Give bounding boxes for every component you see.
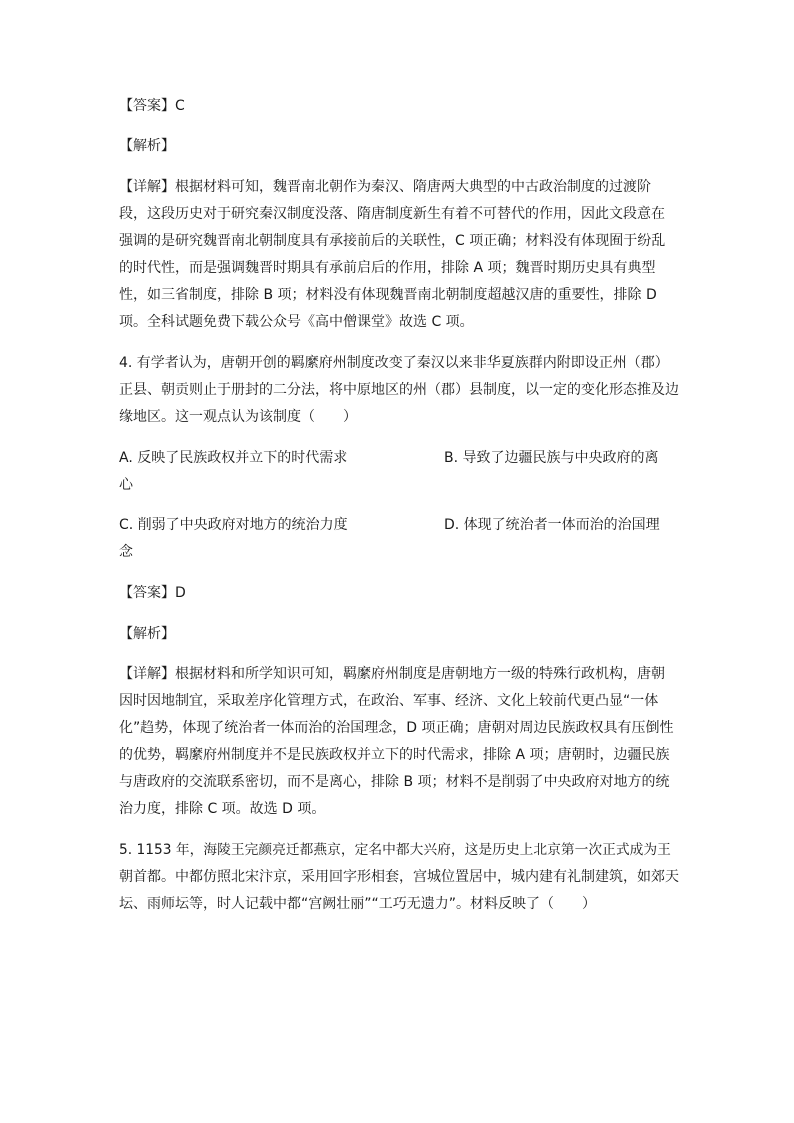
q4-detail-line-4: 的优势，羁縻府州制度并不是民族政权并立下的时代需求，排除 A 项；唐朝时，边疆民族	[119, 747, 670, 763]
answer-value: C	[175, 98, 185, 114]
q4-detail-line-1	[119, 666, 665, 682]
answer-value: D	[175, 585, 186, 601]
q4-detail-line-6: 治力度，排除 C 项。故选 D 项。	[119, 801, 326, 817]
q4-answer	[119, 585, 186, 601]
option-b-continued: 心	[119, 477, 133, 493]
detail-label: 【详解】	[119, 179, 175, 195]
q3-detail-line-5: 性，如三省制度，排除 B 项；材料没有体现魏晋南北朝制度超越汉唐的重要性，排除 D	[119, 287, 657, 303]
q5-stem-line-3: 坛、雨师坛等，时人记载中都“宫阙壮丽”“工巧无遗力”。材料反映了（ ）	[119, 896, 597, 912]
q3-detail-line-1	[119, 179, 651, 195]
answer-label: 【答案】	[119, 98, 175, 114]
q4-stem-line-1: 4. 有学者认为，唐朝开创的羁縻府州制度改变了秦汉以来非华夏族群内附即设正州（郡）	[119, 355, 669, 371]
q3-detail-line-4: 的时代性，而是强调魏晋时期具有承前启后的作用，排除 A 项；魏晋时期历史具有典型	[119, 260, 656, 276]
option-a: A. 反映了民族政权并立下的时代需求	[119, 450, 348, 466]
detail-label: 【详解】	[119, 666, 175, 682]
q3-detail-line-6: 项。全科试题免费下载公众号《高中僧课堂》故选 C 项。	[119, 314, 474, 330]
option-d: D. 体现了统治者一体而治的治国理	[444, 517, 660, 533]
q4-detail-line-3: 化”趋势，体现了统治者一体而治的治国理念，D 项正确；唐朝对周边民族政权具有压倒性	[119, 720, 674, 736]
q5-stem-line-2: 朝首都。中都仿照北宋汴京，采用回字形相套，宫城位置居中，城内建有礼制建筑，如郊天	[119, 869, 679, 885]
q4-stem-line-2: 正县、朝贡则止于册封的二分法，将中原地区的州（郡）县制度，以一定的变化形态推及边	[119, 382, 679, 398]
q3-answer	[119, 98, 185, 114]
q3-detail-line-2: 段，这段历史对于研究秦汉制度没落、隋唐制度新生有着不可替代的作用，因此文段意在	[119, 206, 665, 222]
option-c: C. 削弱了中央政府对地方的统治力度	[119, 517, 348, 533]
option-d-continued: 念	[119, 544, 133, 560]
detail-text: 根据材料可知，魏晋南北朝作为秦汉、隋唐两大典型的中古政治制度的过渡阶	[175, 179, 651, 195]
q4-analysis-label: 【解析】	[119, 626, 175, 642]
q5-stem-line-1: 5. 1153 年，海陵王完颜亮迁都燕京，定名中都大兴府，这是历史上北京第一次正式成为王	[119, 842, 671, 858]
q4-stem-line-3: 缘地区。这一观点认为该制度（ ）	[119, 409, 357, 425]
detail-text: 根据材料和所学知识可知，羁縻府州制度是唐朝地方一级的特殊行政机构，唐朝	[175, 666, 665, 682]
q3-detail-line-3: 强调的是研究魏晋南北朝制度具有承接前后的关联性，C 项正确；材料没有体现囿于纷乱	[119, 233, 666, 249]
answer-label: 【答案】	[119, 585, 175, 601]
q3-analysis-label: 【解析】	[119, 138, 175, 154]
q4-detail-line-2: 因时因地制宜，采取差序化管理方式，在政治、军事、经济、文化上较前代更凸显“一体	[119, 693, 659, 709]
option-b: B. 导致了边疆民族与中央政府的离	[444, 450, 659, 466]
q4-detail-line-5: 与唐政府的交流联系密切，而不是离心，排除 B 项；材料不是削弱了中央政府对地方的统	[119, 774, 670, 790]
